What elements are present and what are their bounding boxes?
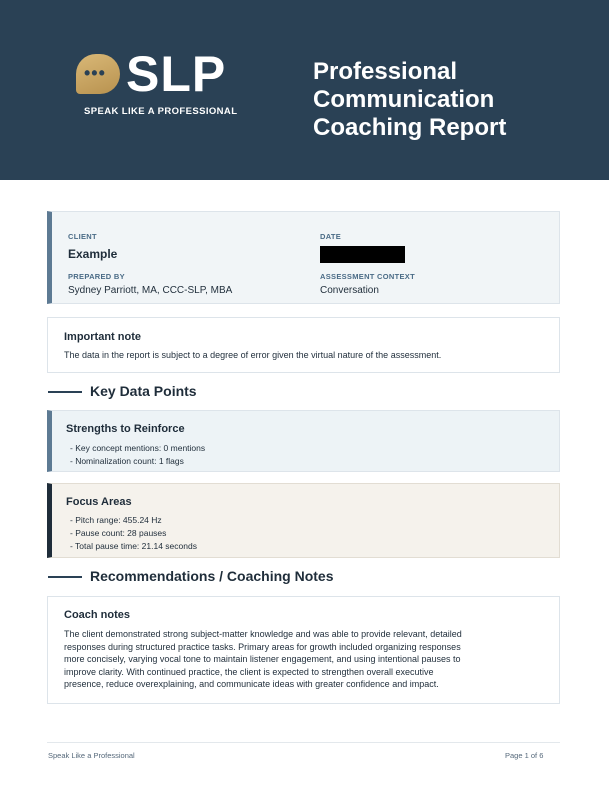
client-info-box	[47, 211, 560, 304]
assessment-context-value: Conversation	[320, 285, 379, 296]
coach-notes-line: improve clarity. With continued practice, the client is expected to strengthen overall executive	[64, 666, 434, 677]
report-title-line: Communication	[313, 86, 495, 113]
list-item: - Pause count: 28 pauses	[70, 528, 167, 538]
logo-dots: •••	[84, 63, 106, 83]
chat-bubble-icon	[76, 54, 120, 94]
report-title-line: Professional	[313, 58, 458, 85]
focus-title: Focus Areas	[66, 496, 132, 508]
report-title	[313, 58, 573, 142]
list-item: - Pitch range: 455.24 Hz	[70, 515, 162, 525]
list-item: - Total pause time: 21.14 seconds	[70, 541, 197, 551]
footer-divider	[47, 742, 560, 743]
coach-notes-line: responses during structured practice tasks. Primary areas for growth included organizing responses	[64, 641, 461, 652]
coach-notes-line: The client demonstrated strong subject-matter knowledge and was able to provide relevant, detailed	[64, 629, 462, 639]
slp-logo	[76, 46, 256, 122]
redacted-date	[320, 246, 405, 263]
section-title: Recommendations / Coaching Notes	[90, 568, 334, 584]
section-rule	[48, 576, 82, 578]
note-title: Important note	[64, 331, 141, 343]
assessment-context-label: ASSESSMENT CONTEXT	[320, 272, 415, 281]
important-note-box	[47, 317, 560, 373]
page-number: Page 1 of 6	[505, 751, 544, 760]
recommendations-heading	[48, 568, 568, 588]
note-text: The data in the report is subject to a degree of error given the virtual nature of the assessment.	[64, 350, 442, 360]
strengths-title: Strengths to Reinforce	[66, 423, 185, 435]
prepared-by-value: Sydney Parriott, MA, CCC-SLP, MBA	[68, 285, 233, 296]
coach-notes-text	[64, 628, 514, 691]
section-rule	[48, 391, 82, 393]
logo-tagline: SPEAK LIKE A PROFESSIONAL	[84, 106, 238, 117]
client-label: CLIENT	[68, 232, 97, 241]
focus-areas-box	[47, 483, 560, 558]
strengths-box	[47, 410, 560, 472]
client-value: Example	[68, 247, 118, 261]
report-header	[0, 0, 609, 180]
focus-list	[70, 514, 197, 553]
footer-brand: Speak Like a Professional	[48, 751, 135, 760]
date-label: DATE	[320, 232, 342, 241]
coach-notes-line: presence, reduce overexplaining, and communicate ideas with greater confidence and impact.	[64, 679, 439, 689]
key-data-heading	[48, 383, 568, 403]
strengths-list	[70, 442, 205, 468]
report-title-line: Coaching Report	[313, 114, 507, 141]
section-title: Key Data Points	[90, 383, 197, 399]
list-item: - Nominalization count: 1 flags	[70, 456, 184, 466]
prepared-by-label: PREPARED BY	[68, 272, 125, 281]
coach-notes-line: more concisely, varying vocal tone to maintain listener engagement, and using intentional pauses to	[64, 654, 461, 664]
coach-notes-title: Coach notes	[64, 609, 131, 621]
list-item: - Key concept mentions: 0 mentions	[70, 443, 206, 453]
coach-notes-box	[47, 596, 560, 704]
logo-text: SLP	[126, 46, 227, 102]
